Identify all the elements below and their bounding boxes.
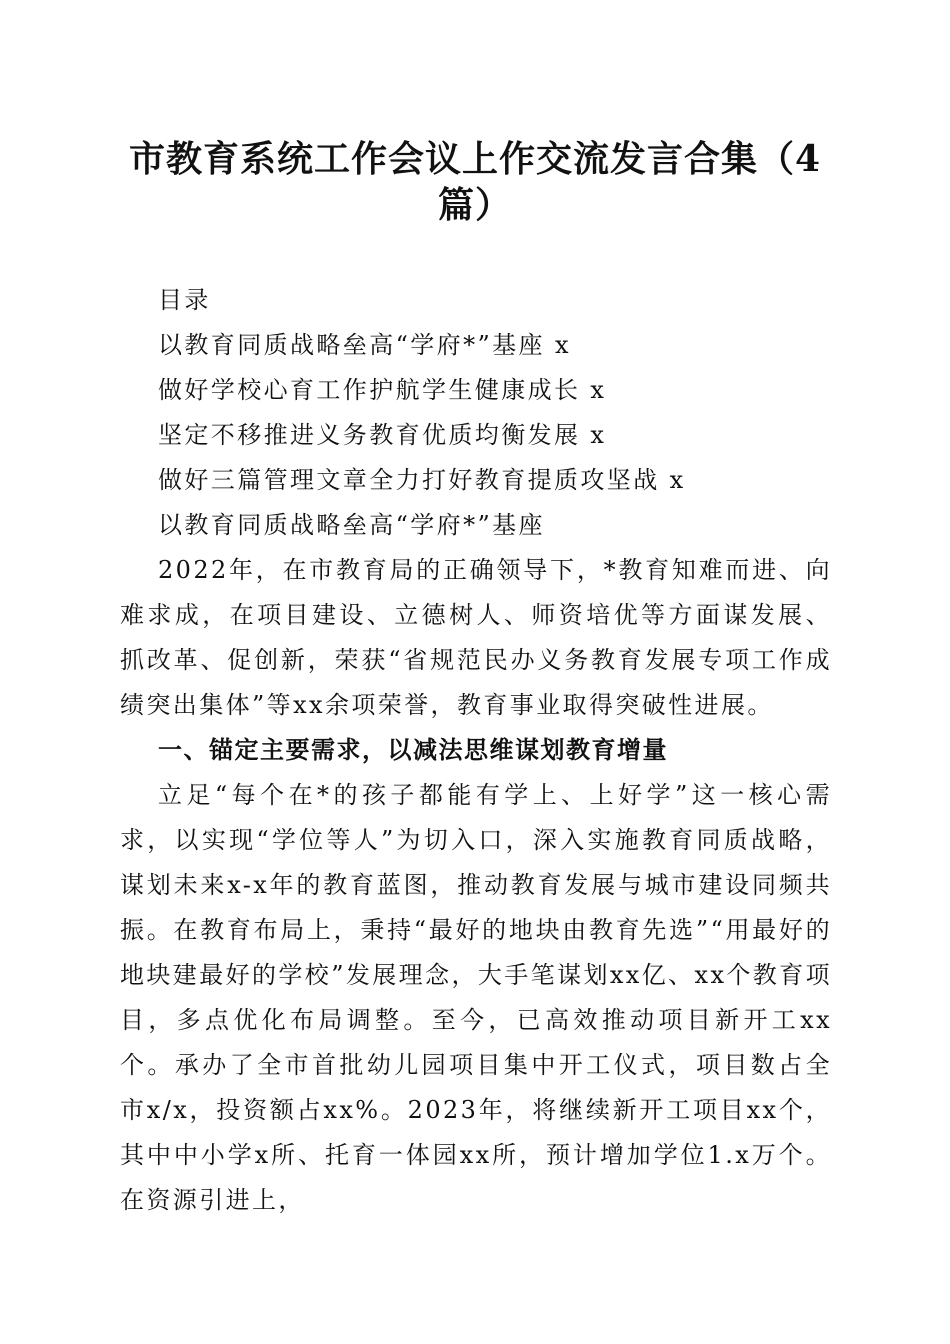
section-heading: 一、锚定主要需求，以减法思维谋划教育增量 [158,736,668,764]
toc-item: 做好学校心育工作护航学生健康成长 x [158,376,607,404]
document-title: 市教育系统工作会议上作交流发言合集（4篇） [128,138,822,226]
toc-item: 坚定不移推进义务教育优质均衡发展 x [158,421,607,449]
toc-item: 以教育同质战略垒高“学府*”基座 x [158,331,571,359]
toc-item: 做好三篇管理文章全力打好教育提质攻坚战 x [158,466,686,494]
toc-heading: 目录 [158,286,211,314]
intro-paragraph: 2022年，在市教育局的正确领导下，*教育知难而进、向难求成，在项目建设、立德树人、师资培优等方面谋发展、抓改革、促创新，荣获“省规范民办义务教育发展专项工作成绩突出集体”等xx余项荣誉，教育事业取得突破性进展。 [120,556,832,719]
article-title: 以教育同质战略垒高“学府*”基座 [158,511,545,539]
section-paragraph: 立足“每个在*的孩子都能有学上、上好学”这一核心需求，以实现“学位等人”为切入口，深入实施教育同质战略，谋划未来x-x年的教育蓝图，推动教育发展与城市建设同频共振。在教育布局上，秉持“最好的地块由教育先选”“用最好的地块建最好的学校”发展理念，大手笔谋划xx亿、xx个教育项目，多点优化布局调整。至今，已高效推动项目新开工xx个。承办了全市首批幼儿园项目集中开工仪式，项目数占全市x/x，投资额占xx%。2023年，将继续新开工项目xx个，其中中小学x所、托育一体园xx所，预计增加学位1.x万个。在资源引进上， [120,781,833,1214]
document-body [120,278,832,1223]
